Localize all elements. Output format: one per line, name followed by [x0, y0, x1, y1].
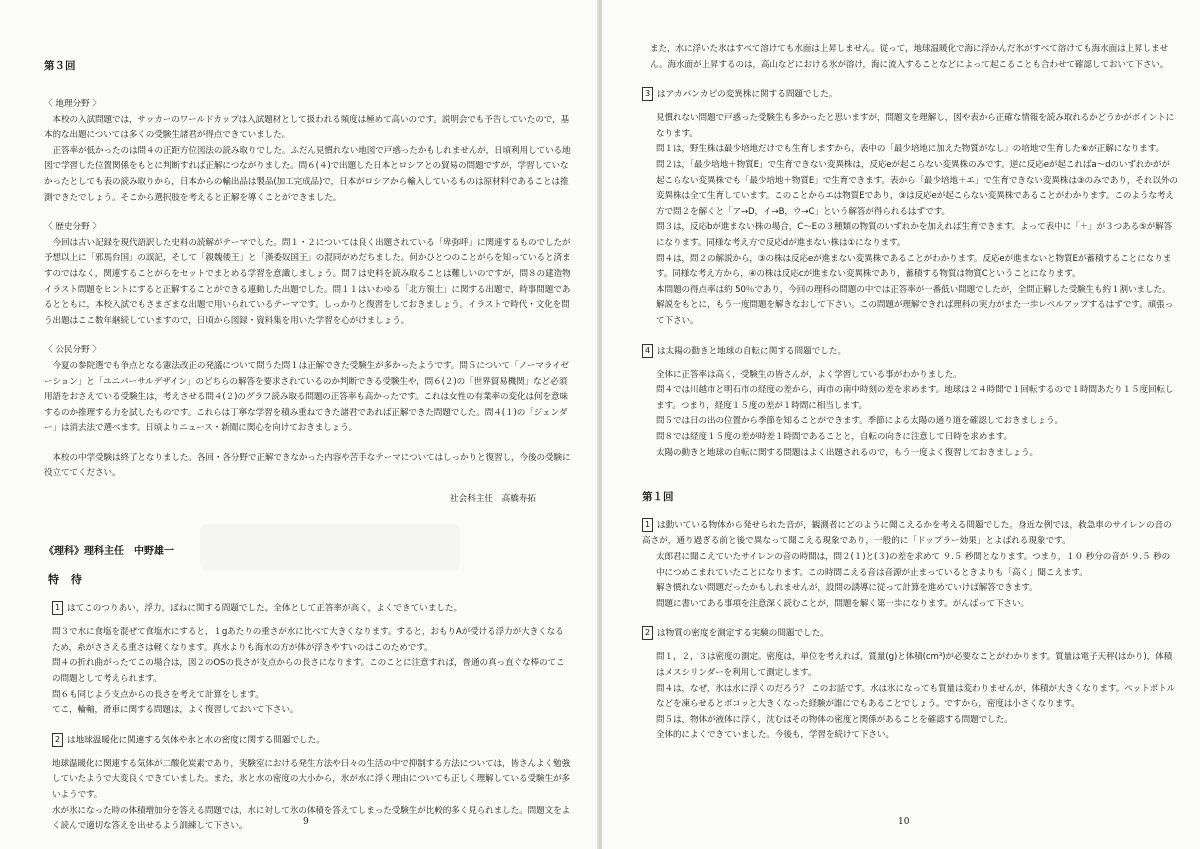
question-head — [44, 733, 572, 749]
history-para: 今回は古い記録を現代語訳した史料の読解がテーマでした。問１・２については良く出題されている「卑弥呼」に関連するものでしたが予想以上に「邪馬台国」の誤記，そして「親魏倭王」と「漢委奴国王」の混同がめだちました。何かひとつのことがらを知っていると済ますのではなく，関連することがらをセットでまとめる学習を意識しましょう。問７は史料を読み取ることは難しいのですが，問８の建造物イラスト問題をヒントにすると正解することができる連動した出題でした。問１１はいわゆる「北方領土」に関する出題で，時事問題であるとともに，本校入試でもさまざまな出題で用いられているテーマです。しっかりと復習をしておきましょう。イラストで時代・文化を問う出題はここ数年継続していますので，日頃から図録・資料集を用いた学習を心がけましょう。 — [44, 237, 571, 326]
question-para: 問３は，反応bが進まない株の場合，C〜Eの３種類の物質のいずれかを加えれば生育できます。よって表中に「＋」が３つある⑤が解答になります。同様な考え方で反応dが進まない株は①になります。 — [656, 222, 1173, 249]
question-para: 問１，２，３は密度の測定。密度は，単位を考えれば，質量(g)と体積(cm³)が必要なことがわかります。質量は電子天秤(はかり)，体積はメスシリンダーを利用して測定します。 — [656, 652, 1173, 678]
page-number: 10 — [898, 817, 910, 827]
question-para: 問２は，「最少培地＋物質E」で生育できない変異株は，反応eが起こらない変異株のみです。逆に反応eが起こればa〜dのいずれかがが起こらない変異株でも「最少培地＋物質E」で生育できます。表から「最少培地＋エ」で生育できない変異株は③のみであり，それ以外の変異株は全て生育しています。このことからエは物質Eであり，③は反応eが起こらない変異株であることがわかります。このような考え方で問２を解くと「ア→D，イ→B，ウ→C」という解答が得られるはずです。 — [656, 160, 1178, 217]
left-page — [0, 0, 598, 849]
question-head — [44, 601, 572, 617]
question-head — [642, 518, 1178, 550]
question-para: 問３で水に食塩を混ぜて食塩水にすると，１gあたりの重さが水に比べて大きくなります。すると，おもりAが受ける浮力が大きくなるため，糸がささえる重さは軽くなります。真水よりも海水の方が体が浮きやすいのはこのためです。 — [52, 627, 564, 653]
question-para: 問４は，問２の解説から，③の株は反応eが進まない変異株であることがわかります。反応eが進まないと物質Eが蓄積することになります。同様な考え方から，④の株は反応cが進まない変異株であり，蓄積する物質は物質Cということになります。 — [656, 253, 1172, 280]
question-para: 問４の折れ曲がったてこの場合は，図２のOSの長さが支点からの長さになります。このことに注意すれば，普通の真っ直ぐな棒のてこの問題として考えられます。 — [52, 658, 565, 684]
question-head — [642, 344, 1178, 360]
question-para: 太郎君に聞こえていたサイレンの音の時間は，問２(１)と(３)の差を求めて ９.５ 秒間となります。つまり，１０ 秒分の音が ９.５ 秒の中につめこまれていたことになります。この時間こえる音は音源が止まっているときよりも「高く」聞こえます。 — [656, 551, 1171, 578]
geography-title: 〈 地理分野 〉 — [44, 99, 102, 109]
science-title: 《理科》理科主任 中野雄一 — [44, 546, 174, 558]
civics-title: 〈 公民分野 〉 — [44, 345, 102, 356]
geography-para: 正答率が低かったのは問４の正距方位図法の読み取りでした。ふだん見慣れない地図で戸惑ったかもしれませんが，日頃利用している地図で学習した位置関係をもとに判断すれば正解につながりました。問６(４)で出題した日本とロシアとの貿易の問題ですが，学習していなかったとしても表の読み取りから，日本からの輸出品は製品(加工完成品)で，日本がロシアから輸入しているものは原材料であることは推測できたでしょう。そこから選択肢を考えると正解を導くことができました。 — [44, 145, 571, 203]
question-head-text: は太陽の動きと地球の自転に関する問題でした。 — [657, 346, 847, 357]
question-head — [642, 87, 1178, 103]
question-number-box: 1 — [642, 518, 653, 532]
question-para: 問８では経度１５度の差が時差１時間であることと，自転の向きに注意して日時を求めます。 — [656, 432, 1013, 443]
geography-para: 本校の入試問題では，サッカーのワールドカップは入試題材として扱われる頻度は極めて高いのです。説明会でも予告していたので，基本的な出題については多くの受験生諸君が得点できていました。 — [44, 114, 570, 141]
question-para: 全体的によくできていました。今後も，学習を続けて下さい。 — [656, 730, 894, 741]
question-para: 問６も同じよう支点からの長さを考えて計算をします。 — [52, 689, 264, 700]
tokutai-heading: 特 待 — [48, 573, 86, 587]
question-para: 問５は，物体が液体に浮く，沈むはその物体の密度と関係があることを確認する問題でした。 — [656, 714, 1013, 725]
question-number-box: 2 — [52, 733, 63, 747]
question-para: 太陽の動きと地球の自転に関する問題はよく出題されるので，もう一度よく復習しておきましょう。 — [656, 447, 1039, 458]
social-signature: 社会科主任 高橋寿拓 — [450, 494, 536, 505]
question-para: 問５では日の出の位置から季節を知ることができます。季節による太陽の通り道を確認しておきましょう。 — [656, 416, 1064, 427]
question-para: 見慣れない問題で戸惑った受験生も多かったと思いますが，問題文を理解し，図や表から正確な情報を読み取れるかどうかがポイントになります。 — [656, 113, 1175, 139]
question-para: 問４は，なぜ，氷は水に浮くのだろう？ このお話です。水は氷になっても質量は変わりませんが，体積が大きくなります。ペットボトルなどを凍らせるとボコッと大きくなった経験が誰にでもあることでしょう。ですから，密度は小さくなります。 — [656, 683, 1176, 710]
question-para: 水が氷になった時の体積増加分を答える問題では，水に対して氷の体積を答えてしまった受験生が比較的多く見られました。問題文をよく読んで適切な答えを出せるよう訓練して下さい。 — [52, 805, 571, 832]
question-para: 解き慣れない問題だったかもしれませんが，設問の誘導に従って計算を進めていけば解答できます。 — [656, 583, 1038, 594]
question-head-text: は地球温暖化に関連する気体や氷と水の密度に関する問題でした。 — [67, 735, 325, 746]
question-para: てこ，輪軸，滑車に関する問題は，よく復習しておいて下さい。 — [52, 705, 299, 716]
question-para: 全体に正答率は高く，受験生の皆さんが，よく学習している事がわかりました。 — [656, 369, 962, 380]
faint-background-mark — [200, 524, 460, 570]
question-head-text: は動いている物体から発せられた音が，観測者にどのように聞こえるかを考える問題でした。身近な例では，救急車のサイレンの音の高さが，通り過ぎる前と後で異なって聞こえる現象であり，一般的に「ドップラー効果」とよばれる現象です。 — [642, 520, 1172, 547]
civics-para: 今夏の参院選でも争点となる憲法改正の発議について問うた問１は正解できた受験生が多かったようです。問５について「ノーマライゼーション」と「ユニバーサルデザイン」のどちらの解答を要求されているのか判断できる受験生や，問６(２)の「世界貿易機関」など必須用語をおさえている受験生は，考えさせる問４(２)のグラフ読み取る問題の正答率も高かったです。これは女性の有業率の変化は何を意味するのか推理する力を試したものです。これらは丁寧な学習を積み重ねてきた諸君であれば正解できた問題でした。問４(１)の「ジェンダー」は消去法で選べます。日頃よりニュース・新聞に関心を向けておきましょう。 — [44, 360, 569, 434]
round1-heading: 第１回 — [642, 491, 674, 504]
right-page — [602, 0, 1200, 849]
question-head-text: はアカパンカビの変異株に関する問題でした。 — [657, 89, 838, 100]
question-head-text: はてこのつりあい，浮力，ばねに関する問題でした。全体として正答率が高く，よくできていました。 — [67, 603, 463, 614]
question-head-text: は物質の密度を測定する実験の問題でした。 — [657, 628, 829, 639]
continued-para: また，水に浮いた氷はすべて溶けても水面は上昇しません。従って，地球温暖化で海に浮かんだ氷がすべて溶けても海水面は上昇しません。海水面が上昇するのは，高山などにおける氷が溶け，海に流入することなどによって起こることも合わせて確認しておいて下さい。 — [650, 44, 1169, 70]
closing-para: 本校の中学受験は終了となりました。各回・各分野で正解できなかった内容や苦手なテーマについてはしっかりと復習し，今後の受験に役立ててください。 — [44, 452, 571, 479]
page-number: 9 — [303, 817, 309, 827]
question-para: 地球温暖化に関連する気体が二酸化炭素であり，実験室における発生方法や日々の生活の中で抑制する方法については，皆さんよく勉強していたようで大変良くできていました。また，氷と水の密度の大小から，氷が水に浮く理由についても正しく理解している受験生が多いようです。 — [52, 758, 570, 800]
history-title: 〈 歴史分野 〉 — [44, 222, 102, 233]
question-para: 問１は，野生株は最少培地だけでも生育しますから，表中の「最少培地に加えた物質がなし」の培地で生育した⑥が正解になります。 — [656, 144, 1165, 155]
round3-heading: 第３回 — [44, 60, 76, 72]
question-head — [642, 626, 1178, 642]
question-para: 問題に書いてある事項を注意深く読むことが，問題を解く第一歩になります。がんばって下さい。 — [656, 598, 1030, 609]
question-para: 本問題の得点率は約 50％であり，今回の理科の問題の中では正答率が一番低い問題でしたが，全問正解した受験生も約１割いました。解説をもとに，もう一度問題を解きなおして下さい。この問題が理解できれば理科の実力がまた一歩レベルアップするはずです。頑張って下さい。 — [656, 284, 1174, 326]
question-number-box: 4 — [642, 344, 653, 358]
question-number-box: 1 — [52, 601, 63, 615]
question-number-box: 3 — [642, 87, 653, 101]
question-para: 問４では川越市と明石市の経度の差から，両市の南中時刻の差を求めます。地球は２４時間で１回転するので１時間あたり１５度回転します。つまり，経度１５度の差が１時間に相当します。 — [656, 385, 1174, 411]
question-number-box: 2 — [642, 626, 653, 640]
